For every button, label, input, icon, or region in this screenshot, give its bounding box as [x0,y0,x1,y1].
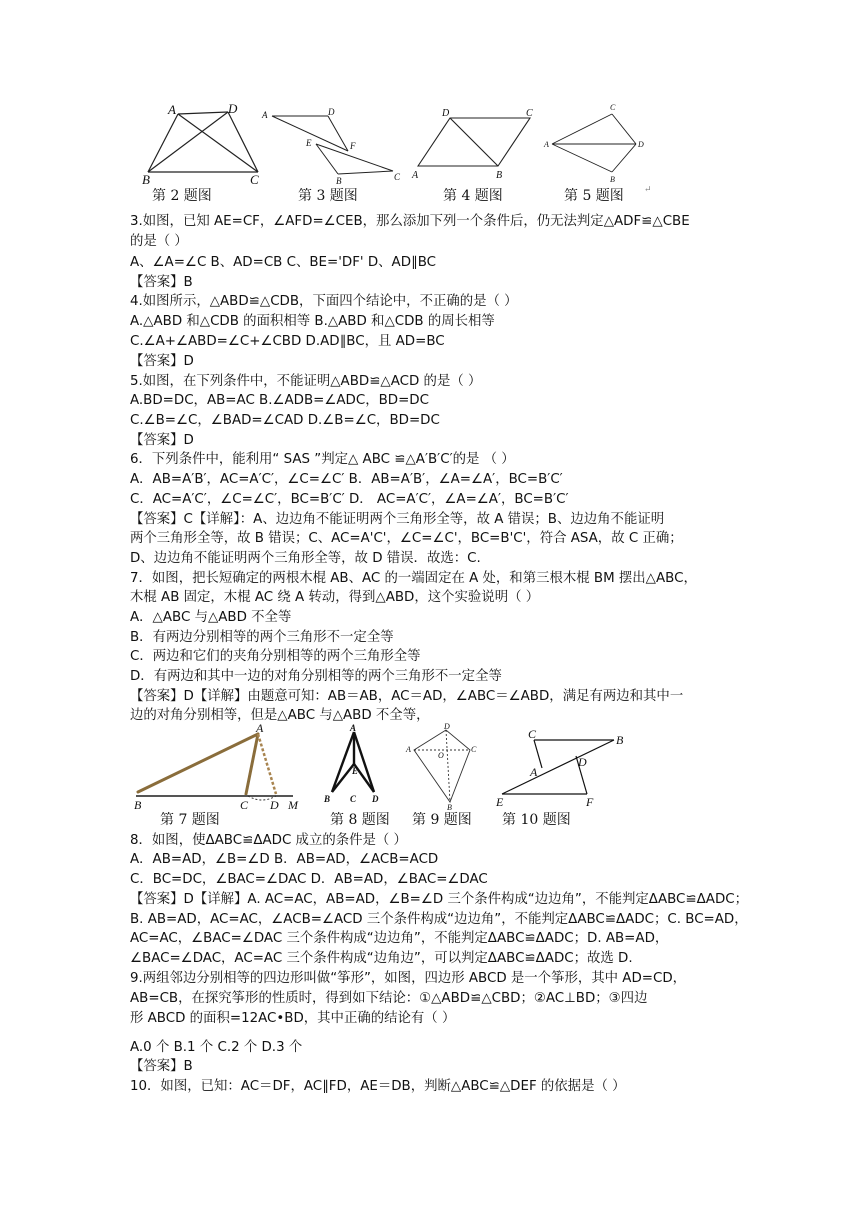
fig8-label-e: E [352,766,359,776]
figure-q7 [128,722,313,810]
q8-stem: 8．如图，使ΔABC≌ΔADC 成立的条件是（ ） [130,833,407,848]
fig3-label-d: D [328,107,335,117]
fig5-label-d: D [638,140,644,149]
fig4-label-c: C [526,108,533,119]
q9-answer: 【答案】B [130,1059,193,1074]
q8-detail-line1: 【答案】D【详解】A. AC=AC，AB=AD，∠B=∠D 三个条件构成“边边角”，不能判定ΔABC≌ΔADC； [130,892,748,907]
q7-option-d: D．有两边和其中一边的对角分别相等的两个三角形不一定全等 [130,669,502,684]
q9-stem-line2: AB=CB，在探究筝形的性质时，得到如下结论：①△ABD≌△CBD；②AC⊥BD；③四边 [130,991,648,1006]
caption-fig2: 第 2 题图 [152,188,212,204]
q6-stem: 6．下列条件中，能利用“ SAS ”判定△ ABC ≌△A′B′C′的是 （ ） [130,452,515,467]
fig10-label-e: E [496,795,504,809]
caption-fig8: 第 8 题图 [330,812,390,828]
fig7-label-a: A [256,722,264,735]
q5-answer: 【答案】D [130,433,194,448]
fig9-label-d: D [444,722,450,731]
figure-q9 [404,722,479,810]
figure-q10 [492,722,637,810]
q8-detail-line3: AC=AC，∠BAC=∠DAC 三个条件构成“边边角”，不能判定ΔABC≌ΔADC；D. AB=AD， [130,931,669,946]
fig7-label-b: B [134,798,142,810]
figure-q2 [140,102,265,187]
fig7-label-d: D [270,798,279,810]
fig10-label-b: B [616,733,624,747]
q7-detail-line1: 【答案】D【详解】由题意可知：AB＝AB，AC＝AD，∠ABC＝∠ABD，满足有两边和其中一 [130,689,684,704]
q8-options-cd: C．BC=DC，∠BAC=∠DAC D．AB=AD，∠BAC=∠DAC [130,872,488,887]
fig5-label-b: B [610,175,615,184]
q8-options-ab: A．AB=AD，∠B=∠D B．AB=AD，∠ACB=ACD [130,852,439,867]
q7-stem-line1: 7．如图，把长短确定的两根木棍 AB、AC 的一端固定在 A 处，和第三根木棍 BM 摆出△ABC， [130,571,697,586]
q7-detail-line2: 边的对角分别相等，但是△ABC 与△ABD 不全等， [130,708,430,723]
q6-options-cd: C．AC=A′C′，∠C=∠C′，BC=B′C′ D． AC=A′C′，∠A=∠A′，BC=B′C′ [130,492,569,507]
caption-fig9: 第 9 题图 [412,812,472,828]
fig9-label-a: A [406,745,411,754]
q7-option-c: C．两边和它们的夹角分别相等的两个三角形全等 [130,649,421,664]
fig8-label-b: B [324,794,331,804]
fig2-label-b: B [142,172,150,187]
q4-options-cd: C.∠A+∠ABD=∠C+∠CBD D.AD∥BC，且 AD=BC [130,334,445,349]
fig7-label-m: M [288,798,298,810]
q8-detail-line2: B. AB=AD，AC=AC，∠ACB=∠ACD 三个条件构成“边边角”，不能判定ΔABC≌ΔADC；C. BC=AD， [130,912,748,927]
caption-fig5: 第 5 题图 [564,188,624,204]
q6-detail-line1: 【答案】C【详解】：A、边边角不能证明两个三角形全等，故 A 错误；B、边边角不能证明 [130,512,665,527]
fig4-label-a: A [412,170,419,181]
q4-options-ab: A.△ABD 和△CDB 的面积相等 B.△ABD 和△CDB 的周长相等 [130,314,495,329]
fig2-label-a: A [168,102,176,117]
q7-option-b: B．有两边分别相等的两个三角形不一定全等 [130,630,394,645]
fig3-label-e: E [306,138,312,148]
figure-q5 [540,100,660,185]
fig8-label-a: A [350,723,357,733]
fig5-label-a: A [544,140,549,149]
fig10-label-a: A [530,765,538,779]
figure-q8 [322,722,382,810]
q6-detail-line2: 两个三角形全等，故 B 错误；C、AC=A'C'，∠C=∠C'，BC=B'C'，符合 ASA，故 C 正确； [130,531,683,546]
figure-q4 [408,104,538,184]
fig9-label-c: C [471,745,477,754]
fig5-label-c: C [610,103,616,112]
q3-stem-line1: 3.如图，已知 AE=CF，∠AFD=∠CEB，那么添加下列一个条件后，仍无法判定△ADF≌△CBE [130,214,690,229]
fig3-label-b: B [336,176,342,186]
fig4-label-b: B [496,170,503,181]
q9-stem-line3: 形 ABCD 的面积=12AC•BD，其中正确的结论有（ ） [130,1011,456,1026]
fig3-label-f: F [350,141,356,151]
fig7-label-c: C [240,798,249,810]
fig8-label-d: D [372,794,379,804]
caption-fig7: 第 7 题图 [160,812,220,828]
fig3-label-c: C [394,172,401,182]
q9-stem-line1: 9.两组邻边分别相等的四边形叫做“筝形”，如图，四边形 ABCD 是一个筝形，其中 AD=CD， [130,971,687,986]
q3-answer: 【答案】B [130,275,193,290]
q6-detail-line3: D、边边角不能证明两个三角形全等，故 D 错误．故选：C. [130,551,481,566]
q3-options: A、∠A=∠C B、AD=CB C、BE='DF' D、AD∥BC [130,255,437,270]
q4-answer: 【答案】D [130,354,194,369]
q10-stem: 10．如图，已知：AC＝DF，AC∥FD，AE＝DB，判断△ABC≌△DEF 的依据是（ ） [130,1079,626,1094]
fig3-label-a: A [262,110,268,120]
return-mark: ↵ [644,185,652,195]
figure-q3 [258,106,403,186]
q9-options: A.0 个 B.1 个 C.2 个 D.3 个 [130,1040,303,1055]
q5-options-cd: C.∠B=∠C，∠BAD=∠CAD D.∠B=∠C，BD=DC [130,413,440,428]
q4-stem: 4.如图所示，△ABD≌△CDB，下面四个结论中，不正确的是（ ） [130,294,518,309]
fig9-label-b: B [447,803,452,810]
q5-stem: 5.如图，在下列条件中，不能证明△ABD≌△ACD 的是（ ） [130,374,482,389]
caption-fig10: 第 10 题图 [502,812,571,828]
q6-options-ab: A．AB=A′B′，AC=A′C′，∠C=∠C′ B．AB=A′B′，∠A=∠A′，BC=B′C′ [130,472,563,487]
fig2-label-c: C [250,172,259,187]
q3-stem-line2: 的是（ ） [130,234,188,249]
caption-fig3: 第 3 题图 [298,188,358,204]
fig8-label-c: C [350,794,357,804]
fig10-label-c: C [528,727,537,741]
caption-fig4: 第 4 题图 [443,188,503,204]
fig4-label-d: D [442,108,450,119]
q7-stem-line2: 木棍 AB 固定，木棍 AC 绕 A 转动，得到△ABD，这个实验说明（ ） [130,590,540,605]
fig10-label-d: D [578,755,587,769]
fig9-label-o: O [438,751,444,760]
fig10-label-f: F [586,795,594,809]
q5-options-ab: A.BD=DC，AB=AC B.∠ADB=∠ADC，BD=DC [130,393,429,408]
fig2-label-d: D [228,102,238,116]
q7-option-a: A．△ABC 与△ABD 不全等 [130,610,292,625]
q8-detail-line4: ∠BAC=∠DAC，AC=AC 三个条件构成“边角边”，可以判定ΔABC≌ΔADC；故选 D. [130,951,633,966]
